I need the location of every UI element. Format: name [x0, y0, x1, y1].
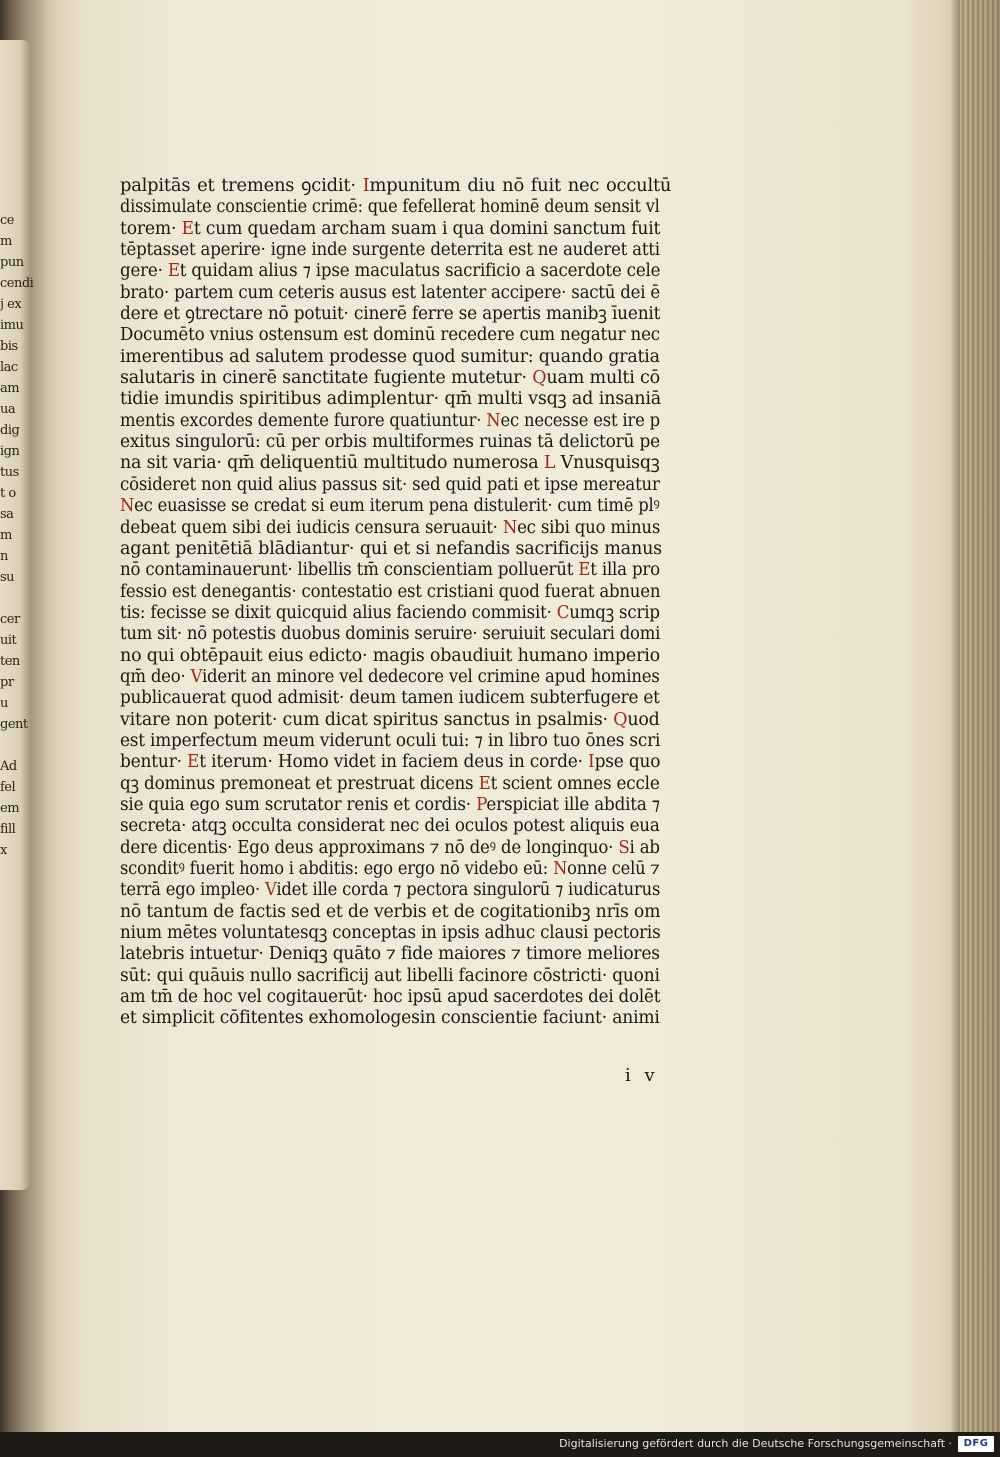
text-segment: qꝫ dominus premoneat et prestruat dicens — [120, 773, 479, 794]
text-line — [120, 282, 660, 304]
text-segment: cōsideret non quid alius passus sit· sed quid pati et ipse mereatur — [120, 474, 660, 495]
text-segment: gere· — [120, 261, 168, 282]
text-segment: ec euasisse se credat si eum iterum pena distulerit· cum timē plꝰ — [134, 496, 660, 517]
text-line — [120, 453, 658, 474]
text-line — [120, 816, 660, 837]
rubricated-initial: E — [181, 218, 194, 239]
rubricated-initial: Q — [532, 368, 547, 389]
text-segment: t cum quedam archam suam i qua domini sanctum fuit — [193, 218, 661, 239]
text-line — [120, 261, 661, 282]
incunable-text-block — [120, 176, 672, 1030]
text-segment: dere et ꝯtrectare nō potuit· cinerē ferre se apertis manibꝫ īuenit — [120, 304, 661, 325]
rubricated-initial: S — [618, 837, 630, 858]
text-line — [120, 1008, 660, 1029]
dfg-logo[interactable]: DFG — [958, 1436, 994, 1452]
rubricated-initial: N — [502, 517, 518, 538]
text-line — [120, 176, 671, 197]
text-segment: secreta· atqꝫ occulta considerat nec dei oculos potest aliquis eua — [120, 816, 660, 837]
text-line — [120, 432, 660, 453]
text-segment: tēptasset aperire· igne inde surgente deterrita est ne auderet atti — [120, 240, 660, 261]
text-line — [120, 539, 662, 560]
text-segment: debeat quem sibi dei iudicis censura seruauit· — [120, 517, 503, 538]
text-line — [120, 965, 660, 987]
text-segment: ec sibi quo minus — [517, 517, 661, 538]
text-segment: mentis excordes demente furore quatiuntur· — [120, 410, 487, 431]
text-segment: na sit varia· qm̄ deliquentiū multitudo numerosa — [120, 453, 544, 474]
signature-mark: i v — [625, 1065, 659, 1086]
text-segment: brato· partem cum ceteris ausus est latenter accipere· sactū dei ē — [120, 282, 660, 303]
text-segment: Vnusquisqꝫ — [555, 453, 660, 474]
text-segment: Documēto vnius ostensum est dominū recedere cum negatur nec — [120, 325, 660, 346]
text-segment: tum sit· nō potestis duobus dominis seruire· seruiuit seculari domi — [120, 624, 661, 645]
text-line — [120, 752, 661, 773]
text-line — [120, 410, 660, 432]
rubricated-initial: V — [264, 880, 277, 901]
text-segment: idet ille corda ⁊ pectora singulorū ⁊ iudicaturus — [276, 880, 661, 901]
text-segment: publicauerat quod admisit· deum tamen iudicem subterfugere et — [120, 688, 660, 709]
rubricated-initial: N — [553, 859, 568, 879]
rubricated-initial: E — [578, 560, 591, 581]
page-stack-edge — [960, 0, 1000, 1432]
text-line — [120, 474, 660, 496]
text-segment: uam multi cō — [546, 368, 660, 389]
text-segment: agant penitētiā blādiantur· qui et si nefandis sacrificijs manus — [120, 538, 662, 559]
previous-page-text-fragments: ce m pun cendi j ex imu bis lac am ua dig ign tus t o sa m n su cer uit ten pr u gent Ad fel em fill x — [0, 213, 34, 858]
text-line — [120, 218, 661, 240]
rubricated-initial: V — [190, 666, 202, 687]
text-line — [120, 646, 660, 667]
text-line — [120, 901, 661, 923]
text-segment: umqꝫ scrip — [569, 602, 660, 623]
text-line — [120, 368, 660, 389]
rubricated-initial: I — [362, 176, 370, 196]
text-line — [120, 944, 660, 965]
text-segment: t quidam alius ⁊ ipse maculatus sacrificio a sacerdote cele — [179, 261, 661, 282]
text-line — [120, 602, 660, 624]
rubricated-initial: I — [588, 752, 595, 773]
text-segment: pse quo — [594, 752, 661, 773]
text-segment: est imperfectum meum viderunt oculi tui: ⁊ in libro tuo ōnes scri — [120, 730, 661, 751]
text-segment: t iterum· Homo videt in faciem deus in corde· — [199, 752, 589, 773]
text-line — [120, 560, 660, 581]
text-segment: iderit an minore vel dedecore vel crimine apud homines — [201, 666, 660, 687]
text-segment: imerentibus ad salutem prodesse quod sumitur: quando gratia — [120, 346, 660, 367]
text-line — [120, 688, 660, 709]
text-line — [120, 837, 660, 859]
text-segment: t scient omnes eccle — [490, 773, 660, 794]
text-segment: sconditꝰ fuerit homo i abditis: ego ergo nō videbo eū: — [120, 859, 554, 879]
text-line — [120, 240, 660, 261]
rubricated-initial: C — [556, 602, 570, 623]
text-segment: sie quia ego sum scrutator renis et cordis· — [120, 794, 477, 815]
rubricated-initial: P — [476, 794, 487, 815]
text-segment: sūt: qui quāuis nullo sacrificij aut libelli facinore cōstricti· quoni — [120, 965, 660, 986]
text-line — [120, 794, 660, 816]
rubricated-initial: E — [167, 261, 180, 282]
text-segment: salutaris in cinerē sanctitate fugiente mutetur· — [120, 368, 533, 389]
text-line — [120, 325, 660, 346]
text-line — [120, 880, 661, 901]
text-segment: exitus singulorū: cū per orbis multiformes ruinas tā delictorū pe — [120, 432, 660, 453]
text-segment: palpitās et tremens ꝯcidit· — [120, 176, 363, 196]
text-segment: nium mētes voluntatesqꝫ conceptas in ipsis adhuc clausi pectoris — [120, 923, 661, 944]
text-line — [120, 859, 660, 880]
text-segment: tis: fecisse se dixit quicquid alius faciendo commisit· — [120, 602, 557, 623]
text-segment: no qui obtēpauit eius edicto· magis obaudiuit humano imperio — [120, 645, 660, 666]
text-segment: uod — [627, 709, 660, 730]
rubricated-initial: L — [543, 453, 556, 474]
text-segment: nō tantum de factis sed et de verbis et de cogitationibꝫ nrīs om — [120, 901, 661, 922]
text-segment: tidie imundis spiritibus adimplentur· qm̄ multi vsqꝫ ad insaniā — [120, 389, 662, 410]
rubricated-initial: Q — [613, 709, 628, 730]
rubricated-initial: E — [187, 752, 200, 773]
text-segment: ec necesse est ire p — [500, 410, 660, 431]
text-line — [120, 923, 661, 944]
text-line — [120, 581, 661, 603]
text-segment: qm̄ deo· — [120, 666, 191, 687]
text-segment: dissimulate conscientie crimē: que fefellerat hominē deum sensit vl — [120, 197, 660, 218]
text-line — [120, 346, 660, 368]
text-segment: torem· — [120, 218, 182, 239]
text-segment: terrā ego impleo· — [120, 880, 265, 901]
rubricated-initial: N — [486, 410, 501, 431]
funding-notice: Digitalisierung gefördert durch die Deutsche Forschungsgemeinschaft · — [559, 1437, 952, 1450]
text-segment: mpunitum diu nō fuit nec occultū — [369, 176, 672, 196]
text-line — [120, 710, 658, 731]
rubricated-initial: E — [478, 773, 491, 794]
text-segment: fessio est denegantis· contestatio est cristiani quod fuerat abnuen — [120, 581, 661, 602]
text-line — [120, 773, 660, 795]
text-segment: dere dicentis· Ego deus approximans ⁊ nō deꝰ de longinquo· — [120, 837, 619, 858]
text-segment: nō contaminauerunt· libellis tm̄ conscientiam polluerūt — [120, 560, 579, 581]
text-line — [120, 304, 661, 325]
text-line — [120, 987, 661, 1008]
text-line — [120, 730, 661, 752]
text-line — [120, 197, 660, 218]
text-segment: onne celū ⁊ — [567, 859, 660, 879]
text-line — [120, 666, 660, 688]
text-segment: latebris intuetur· Deniqꝫ quāto ⁊ fide maiores ⁊ timore meliores — [120, 944, 660, 965]
text-segment: erspiciat ille abdita ⁊ — [486, 794, 660, 815]
text-segment: t illa pro — [590, 560, 660, 581]
rubricated-initial: N — [120, 496, 135, 517]
text-line — [120, 496, 660, 517]
text-segment: i ab — [629, 837, 660, 858]
text-line — [120, 517, 661, 539]
text-line — [120, 624, 661, 645]
viewer-footer — [0, 1432, 1000, 1457]
text-segment: vitare non poterit· cum dicat spiritus sanctus in psalmis· — [120, 709, 614, 730]
text-segment: am tm̄ de hoc vel cogitauerūt· hoc ipsū apud sacerdotes dei dolēt — [120, 987, 661, 1008]
text-line — [120, 389, 661, 410]
text-segment: bentur· — [120, 752, 188, 773]
text-segment: et simplicit cōfitentes exhomologesin conscientie faciunt· animi — [120, 1008, 660, 1029]
